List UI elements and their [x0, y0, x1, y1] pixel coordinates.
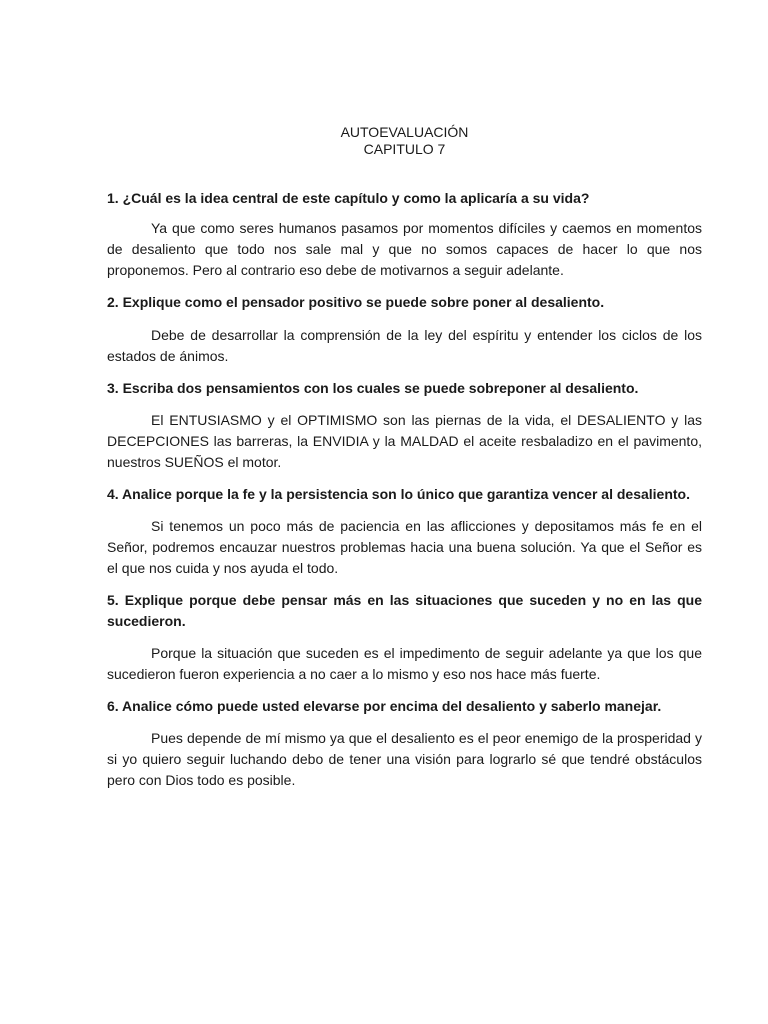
answer-2: Debe de desarrollar la comprensión de la ley del espíritu y entender los ciclos de los estados de ánimos.: [107, 327, 702, 364]
question-5: 5. Explique porque debe pensar más en las situaciones que suceden y no en las que sucedieron.: [107, 592, 702, 629]
question-2: 2. Explique como el pensador positivo se puede sobre poner al desaliento.: [107, 294, 605, 310]
answer-6: Pues depende de mí mismo ya que el desaliento es el peor enemigo de la prosperidad y si yo quiero seguir luchando debo de tener una visión para lograrlo sé que tendré obstáculos pero con Dios todo es posible.: [107, 730, 702, 788]
answer-1: Ya que como seres humanos pasamos por momentos difíciles y caemos en momentos de desaliento que todo nos sale mal y que no somos capaces de hacer lo que nos proponemos. Pero al contrario eso debe de motivarnos a seguir adelante.: [107, 220, 702, 278]
document-subtitle: CAPITULO 7: [363, 141, 446, 157]
question-4: 4. Analice porque la fe y la persistencia son lo único que garantiza vencer al desaliento.: [107, 486, 691, 502]
question-6: 6. Analice cómo puede usted elevarse por encima del desaliento y saberlo manejar.: [107, 698, 662, 714]
answer-4: Si tenemos un poco más de paciencia en las aflicciones y depositamos más fe en el Señor, podremos encauzar nuestros problemas hacia una buena solución. Ya que el Señor es el que nos cuida y nos ayuda el todo.: [107, 518, 702, 576]
question-3: 3. Escriba dos pensamientos con los cuales se puede sobreponer al desaliento.: [107, 380, 639, 396]
answer-3: El ENTUSIASMO y el OPTIMISMO son las piernas de la vida, el DESALIENTO y las DECEPCIONES las barreras, la ENVIDIA y la MALDAD el aceite resbaladizo en el pavimento, nuestros SUEÑOS el motor.: [107, 412, 702, 470]
document-title: AUTOEVALUACIÓN: [340, 124, 469, 140]
document-page: [107, 124, 702, 791]
answer-5: Porque la situación que suceden es el impedimento de seguir adelante ya que los que sucedieron fueron experiencia a no caer a lo mismo y eso nos hace más fuerte.: [107, 645, 702, 682]
question-1: 1. ¿Cuál es la idea central de este capítulo y como la aplicaría a su vida?: [107, 190, 590, 206]
